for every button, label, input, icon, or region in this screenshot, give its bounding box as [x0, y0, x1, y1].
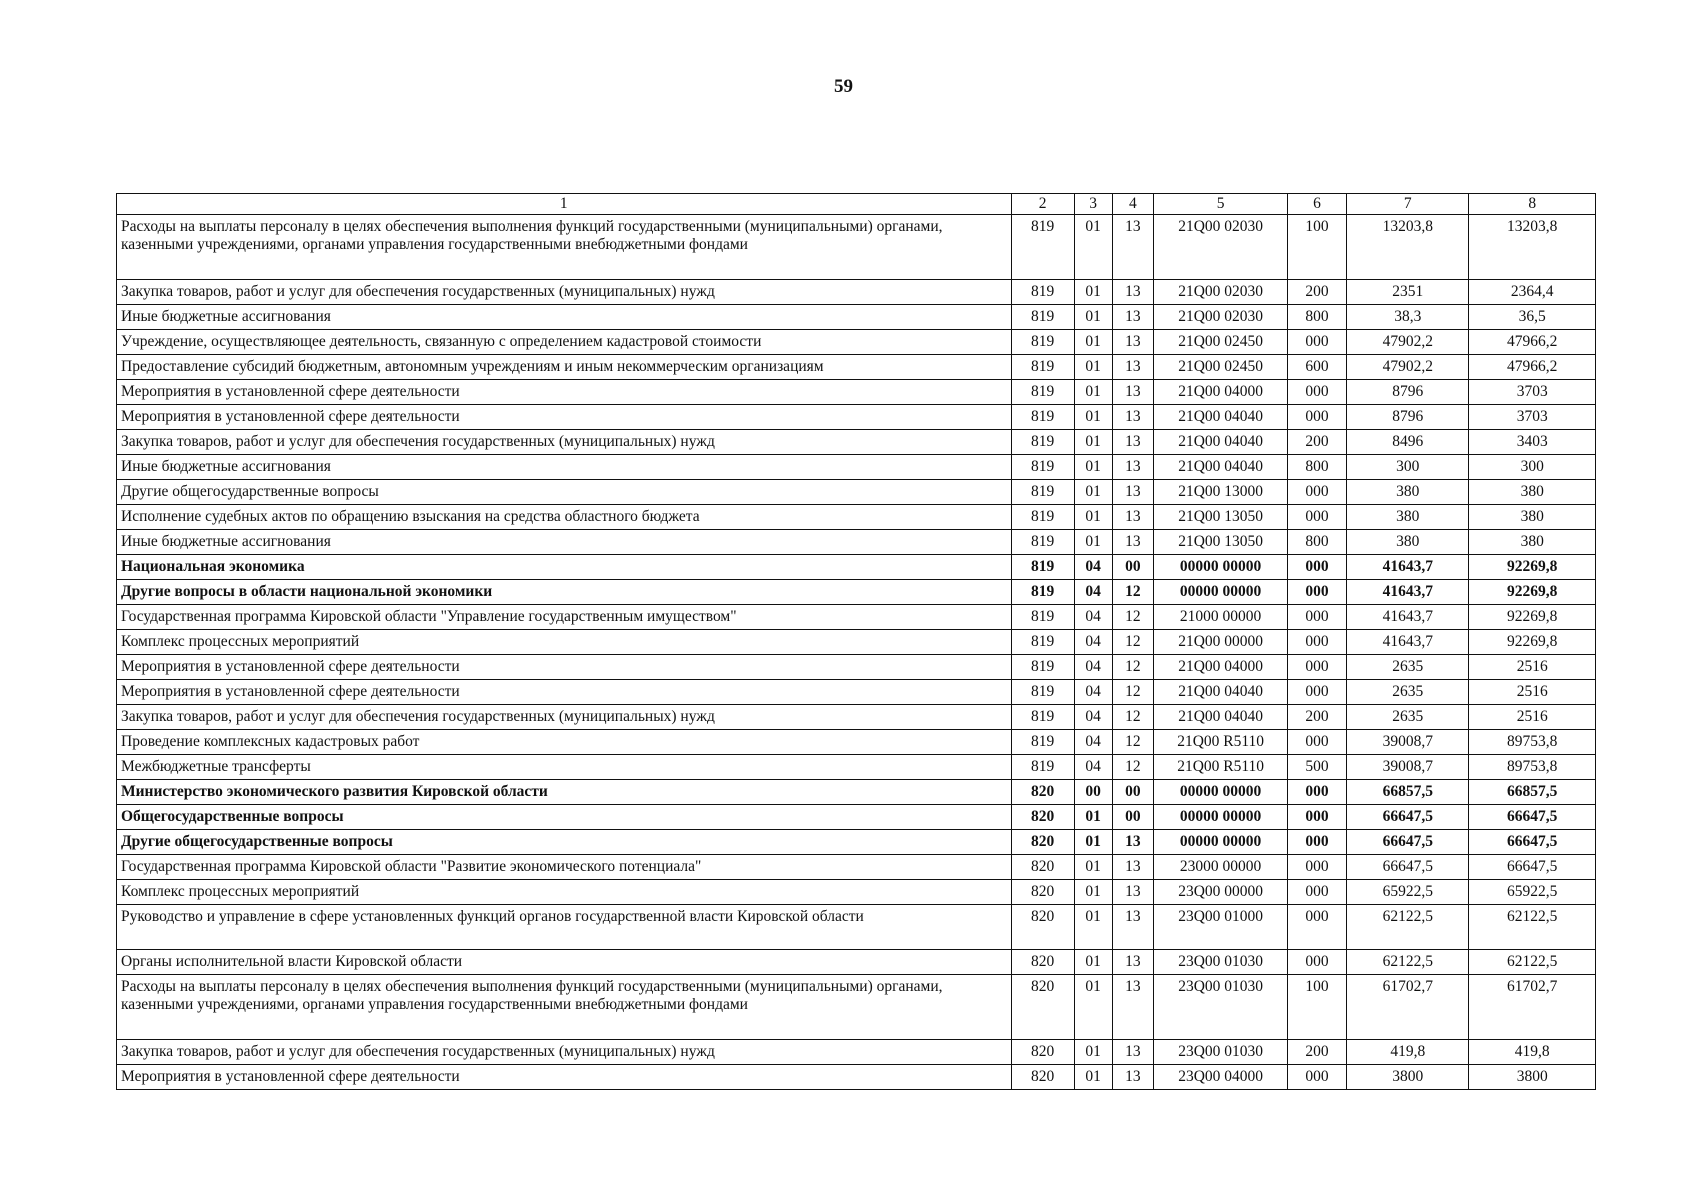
row-col7-cell: 41643,7 — [1347, 630, 1469, 655]
row-col2-cell: 819 — [1011, 605, 1074, 630]
row-col3-cell: 01 — [1074, 950, 1112, 975]
row-col6-cell: 000 — [1287, 580, 1346, 605]
row-col2-cell: 820 — [1011, 830, 1074, 855]
row-col7-cell: 2635 — [1347, 655, 1469, 680]
row-col6-cell: 000 — [1287, 480, 1346, 505]
row-col7-cell: 419,8 — [1347, 1040, 1469, 1065]
row-col8-cell: 61702,7 — [1469, 975, 1596, 1040]
table-row — [117, 780, 1596, 805]
column-header: 6 — [1287, 194, 1346, 215]
row-col4-cell: 13 — [1112, 305, 1154, 330]
row-col4-cell: 13 — [1112, 455, 1154, 480]
row-col2-cell: 819 — [1011, 705, 1074, 730]
row-name-cell: Мероприятия в установленной сфере деятельности — [117, 405, 1012, 430]
row-col2-cell: 819 — [1011, 405, 1074, 430]
table-row — [117, 530, 1596, 555]
row-col6-cell: 600 — [1287, 355, 1346, 380]
row-col7-cell: 66647,5 — [1347, 805, 1469, 830]
row-col7-cell: 8796 — [1347, 405, 1469, 430]
row-name-cell: Исполнение судебных актов по обращению взыскания на средства областного бюджета — [117, 505, 1012, 530]
row-col7-cell: 39008,7 — [1347, 730, 1469, 755]
row-col8-cell: 2364,4 — [1469, 280, 1596, 305]
row-name-cell: Мероприятия в установленной сфере деятельности — [117, 380, 1012, 405]
row-col6-cell: 000 — [1287, 805, 1346, 830]
row-col2-cell: 820 — [1011, 780, 1074, 805]
row-col8-cell: 2516 — [1469, 680, 1596, 705]
row-col5-cell: 23Q00 01030 — [1154, 1040, 1288, 1065]
row-col2-cell: 819 — [1011, 755, 1074, 780]
row-col2-cell: 819 — [1011, 630, 1074, 655]
row-col5-cell: 21Q00 04000 — [1154, 655, 1288, 680]
row-col3-cell: 01 — [1074, 330, 1112, 355]
row-col2-cell: 819 — [1011, 530, 1074, 555]
row-col4-cell: 12 — [1112, 705, 1154, 730]
row-name-cell: Общегосударственные вопросы — [117, 805, 1012, 830]
row-col3-cell: 01 — [1074, 355, 1112, 380]
row-name-cell: Иные бюджетные ассигнования — [117, 530, 1012, 555]
row-col6-cell: 000 — [1287, 1065, 1346, 1090]
row-col2-cell: 819 — [1011, 505, 1074, 530]
row-col3-cell: 04 — [1074, 580, 1112, 605]
row-col5-cell: 21Q00 04000 — [1154, 380, 1288, 405]
row-col6-cell: 800 — [1287, 455, 1346, 480]
row-col3-cell: 01 — [1074, 1040, 1112, 1065]
row-col3-cell: 01 — [1074, 380, 1112, 405]
column-header: 4 — [1112, 194, 1154, 215]
row-col8-cell: 92269,8 — [1469, 555, 1596, 580]
row-name-cell: Закупка товаров, работ и услуг для обеспечения государственных (муниципальных) нужд — [117, 430, 1012, 455]
row-col8-cell: 47966,2 — [1469, 355, 1596, 380]
row-col5-cell: 21Q00 13000 — [1154, 480, 1288, 505]
row-col8-cell: 89753,8 — [1469, 755, 1596, 780]
table-row — [117, 305, 1596, 330]
table-row — [117, 280, 1596, 305]
table-row — [117, 505, 1596, 530]
row-col3-cell: 01 — [1074, 215, 1112, 280]
row-col5-cell: 00000 00000 — [1154, 780, 1288, 805]
row-col5-cell: 21Q00 R5110 — [1154, 730, 1288, 755]
row-col6-cell: 000 — [1287, 380, 1346, 405]
row-name-cell: Закупка товаров, работ и услуг для обеспечения государственных (муниципальных) нужд — [117, 705, 1012, 730]
row-name-cell: Государственная программа Кировской области "Управление государственным имуществом" — [117, 605, 1012, 630]
table-row — [117, 975, 1596, 1040]
row-name-cell: Проведение комплексных кадастровых работ — [117, 730, 1012, 755]
row-name-cell: Закупка товаров, работ и услуг для обеспечения государственных (муниципальных) нужд — [117, 280, 1012, 305]
table-row — [117, 655, 1596, 680]
row-col2-cell: 819 — [1011, 305, 1074, 330]
row-col8-cell: 66647,5 — [1469, 830, 1596, 855]
row-col7-cell: 380 — [1347, 530, 1469, 555]
row-col6-cell: 000 — [1287, 555, 1346, 580]
row-col3-cell: 01 — [1074, 455, 1112, 480]
row-col8-cell: 3703 — [1469, 405, 1596, 430]
row-col7-cell: 47902,2 — [1347, 330, 1469, 355]
row-col5-cell: 21Q00 04040 — [1154, 405, 1288, 430]
row-col6-cell: 200 — [1287, 1040, 1346, 1065]
row-col4-cell: 13 — [1112, 880, 1154, 905]
row-col4-cell: 00 — [1112, 805, 1154, 830]
row-col6-cell: 200 — [1287, 280, 1346, 305]
row-col5-cell: 21Q00 02030 — [1154, 215, 1288, 280]
table-row — [117, 355, 1596, 380]
table-row — [117, 555, 1596, 580]
table-body — [117, 215, 1596, 1090]
row-col7-cell: 8496 — [1347, 430, 1469, 455]
table-row — [117, 905, 1596, 950]
table-row — [117, 730, 1596, 755]
row-col6-cell: 000 — [1287, 780, 1346, 805]
row-col4-cell: 12 — [1112, 755, 1154, 780]
row-col6-cell: 800 — [1287, 305, 1346, 330]
row-col4-cell: 12 — [1112, 680, 1154, 705]
row-col2-cell: 820 — [1011, 975, 1074, 1040]
row-col6-cell: 000 — [1287, 630, 1346, 655]
row-col7-cell: 300 — [1347, 455, 1469, 480]
row-col6-cell: 000 — [1287, 830, 1346, 855]
row-col5-cell: 21Q00 00000 — [1154, 630, 1288, 655]
row-col6-cell: 800 — [1287, 530, 1346, 555]
row-col7-cell: 13203,8 — [1347, 215, 1469, 280]
row-col6-cell: 000 — [1287, 905, 1346, 950]
row-col3-cell: 01 — [1074, 880, 1112, 905]
row-name-cell: Расходы на выплаты персоналу в целях обеспечения выполнения функций государственными (муниципальными) органами, казенными учреждениями, органами управления государственными внебюджетными фондами — [117, 975, 1012, 1040]
row-col3-cell: 04 — [1074, 655, 1112, 680]
column-header: 8 — [1469, 194, 1596, 215]
page-number: 59 — [834, 76, 853, 97]
row-col5-cell: 21Q00 04040 — [1154, 430, 1288, 455]
row-col3-cell: 01 — [1074, 305, 1112, 330]
row-col2-cell: 819 — [1011, 430, 1074, 455]
row-col7-cell: 3800 — [1347, 1065, 1469, 1090]
row-col4-cell: 12 — [1112, 605, 1154, 630]
row-col2-cell: 819 — [1011, 330, 1074, 355]
row-col2-cell: 819 — [1011, 280, 1074, 305]
row-col4-cell: 13 — [1112, 950, 1154, 975]
row-col4-cell: 12 — [1112, 730, 1154, 755]
row-name-cell: Мероприятия в установленной сфере деятельности — [117, 680, 1012, 705]
row-col4-cell: 13 — [1112, 830, 1154, 855]
row-col3-cell: 01 — [1074, 505, 1112, 530]
row-col5-cell: 21Q00 04040 — [1154, 455, 1288, 480]
row-name-cell: Закупка товаров, работ и услуг для обеспечения государственных (муниципальных) нужд — [117, 1040, 1012, 1065]
column-header: 7 — [1347, 194, 1469, 215]
row-col8-cell: 66647,5 — [1469, 855, 1596, 880]
row-col8-cell: 419,8 — [1469, 1040, 1596, 1065]
row-col3-cell: 04 — [1074, 605, 1112, 630]
row-col2-cell: 820 — [1011, 950, 1074, 975]
row-col8-cell: 36,5 — [1469, 305, 1596, 330]
row-col4-cell: 13 — [1112, 405, 1154, 430]
row-col4-cell: 13 — [1112, 215, 1154, 280]
table-row — [117, 380, 1596, 405]
row-col4-cell: 13 — [1112, 1040, 1154, 1065]
table-row — [117, 215, 1596, 280]
row-col6-cell: 000 — [1287, 330, 1346, 355]
row-col5-cell: 21Q00 02030 — [1154, 280, 1288, 305]
row-col7-cell: 47902,2 — [1347, 355, 1469, 380]
row-col7-cell: 2635 — [1347, 680, 1469, 705]
row-name-cell: Иные бюджетные ассигнования — [117, 305, 1012, 330]
row-col6-cell: 000 — [1287, 950, 1346, 975]
row-col2-cell: 820 — [1011, 905, 1074, 950]
row-name-cell: Министерство экономического развития Кировской области — [117, 780, 1012, 805]
row-col4-cell: 13 — [1112, 975, 1154, 1040]
table-row — [117, 480, 1596, 505]
row-col5-cell: 21Q00 13050 — [1154, 530, 1288, 555]
row-col2-cell: 820 — [1011, 1065, 1074, 1090]
row-col2-cell: 820 — [1011, 1040, 1074, 1065]
table-row — [117, 580, 1596, 605]
row-col7-cell: 38,3 — [1347, 305, 1469, 330]
row-col7-cell: 2635 — [1347, 705, 1469, 730]
row-col2-cell: 819 — [1011, 580, 1074, 605]
row-col4-cell: 12 — [1112, 630, 1154, 655]
row-col3-cell: 04 — [1074, 630, 1112, 655]
row-col7-cell: 2351 — [1347, 280, 1469, 305]
row-col4-cell: 12 — [1112, 655, 1154, 680]
row-col4-cell: 13 — [1112, 355, 1154, 380]
row-name-cell: Учреждение, осуществляющее деятельность, связанную с определением кадастровой стоимости — [117, 330, 1012, 355]
row-col5-cell: 00000 00000 — [1154, 830, 1288, 855]
row-col8-cell: 300 — [1469, 455, 1596, 480]
row-col5-cell: 21Q00 02450 — [1154, 330, 1288, 355]
row-col7-cell: 41643,7 — [1347, 555, 1469, 580]
table-header-row — [117, 194, 1596, 215]
row-col7-cell: 8796 — [1347, 380, 1469, 405]
row-col2-cell: 819 — [1011, 680, 1074, 705]
row-col7-cell: 62122,5 — [1347, 950, 1469, 975]
row-col5-cell: 00000 00000 — [1154, 805, 1288, 830]
row-col5-cell: 21Q00 02030 — [1154, 305, 1288, 330]
row-col7-cell: 66647,5 — [1347, 830, 1469, 855]
row-col8-cell: 62122,5 — [1469, 905, 1596, 950]
row-col6-cell: 000 — [1287, 880, 1346, 905]
row-col4-cell: 13 — [1112, 330, 1154, 355]
row-col7-cell: 41643,7 — [1347, 580, 1469, 605]
row-col3-cell: 00 — [1074, 780, 1112, 805]
row-col6-cell: 000 — [1287, 405, 1346, 430]
row-col4-cell: 13 — [1112, 380, 1154, 405]
row-name-cell: Мероприятия в установленной сфере деятельности — [117, 655, 1012, 680]
row-col5-cell: 23Q00 01000 — [1154, 905, 1288, 950]
table-row — [117, 680, 1596, 705]
table-row — [117, 605, 1596, 630]
table-row — [117, 455, 1596, 480]
row-col2-cell: 820 — [1011, 805, 1074, 830]
row-name-cell: Расходы на выплаты персоналу в целях обеспечения выполнения функций государственными (муниципальными) органами, казенными учреждениями, органами управления государственными внебюджетными фондами — [117, 215, 1012, 280]
row-name-cell: Комплекс процессных мероприятий — [117, 880, 1012, 905]
row-col3-cell: 01 — [1074, 430, 1112, 455]
row-col6-cell: 100 — [1287, 975, 1346, 1040]
row-col3-cell: 01 — [1074, 1065, 1112, 1090]
row-col8-cell: 66647,5 — [1469, 805, 1596, 830]
row-col3-cell: 04 — [1074, 755, 1112, 780]
row-col2-cell: 819 — [1011, 455, 1074, 480]
row-name-cell: Предоставление субсидий бюджетным, автономным учреждениям и иным некоммерческим организациям — [117, 355, 1012, 380]
row-name-cell: Национальная экономика — [117, 555, 1012, 580]
row-col5-cell: 21Q00 13050 — [1154, 505, 1288, 530]
table-row — [117, 630, 1596, 655]
column-header: 5 — [1154, 194, 1288, 215]
row-name-cell: Органы исполнительной власти Кировской области — [117, 950, 1012, 975]
row-col3-cell: 01 — [1074, 805, 1112, 830]
row-col8-cell: 62122,5 — [1469, 950, 1596, 975]
row-col6-cell: 000 — [1287, 505, 1346, 530]
table-row — [117, 330, 1596, 355]
row-col7-cell: 62122,5 — [1347, 905, 1469, 950]
row-col4-cell: 13 — [1112, 280, 1154, 305]
table-row — [117, 405, 1596, 430]
row-col5-cell: 23000 00000 — [1154, 855, 1288, 880]
row-col5-cell: 00000 00000 — [1154, 580, 1288, 605]
table-row — [117, 430, 1596, 455]
row-name-cell: Другие общегосударственные вопросы — [117, 480, 1012, 505]
row-col7-cell: 66857,5 — [1347, 780, 1469, 805]
row-col2-cell: 820 — [1011, 855, 1074, 880]
row-col2-cell: 819 — [1011, 380, 1074, 405]
row-col4-cell: 13 — [1112, 505, 1154, 530]
row-col7-cell: 61702,7 — [1347, 975, 1469, 1040]
row-col3-cell: 01 — [1074, 530, 1112, 555]
row-col6-cell: 500 — [1287, 755, 1346, 780]
row-col6-cell: 000 — [1287, 730, 1346, 755]
row-col5-cell: 23Q00 04000 — [1154, 1065, 1288, 1090]
row-col4-cell: 13 — [1112, 430, 1154, 455]
row-col6-cell: 200 — [1287, 705, 1346, 730]
row-col7-cell: 380 — [1347, 505, 1469, 530]
row-col7-cell: 41643,7 — [1347, 605, 1469, 630]
row-col3-cell: 01 — [1074, 905, 1112, 950]
row-col3-cell: 04 — [1074, 730, 1112, 755]
row-col2-cell: 819 — [1011, 655, 1074, 680]
row-col2-cell: 819 — [1011, 355, 1074, 380]
row-col5-cell: 21Q00 R5110 — [1154, 755, 1288, 780]
row-col8-cell: 3403 — [1469, 430, 1596, 455]
row-col8-cell: 92269,8 — [1469, 630, 1596, 655]
row-col8-cell: 3800 — [1469, 1065, 1596, 1090]
row-col5-cell: 23Q00 00000 — [1154, 880, 1288, 905]
table-row — [117, 705, 1596, 730]
row-col7-cell: 380 — [1347, 480, 1469, 505]
row-col2-cell: 819 — [1011, 555, 1074, 580]
row-col8-cell: 66857,5 — [1469, 780, 1596, 805]
row-col4-cell: 00 — [1112, 555, 1154, 580]
table-row — [117, 1065, 1596, 1090]
row-col3-cell: 04 — [1074, 705, 1112, 730]
row-col4-cell: 13 — [1112, 480, 1154, 505]
row-col5-cell: 23Q00 01030 — [1154, 975, 1288, 1040]
table-row — [117, 880, 1596, 905]
row-col8-cell: 2516 — [1469, 705, 1596, 730]
table-row — [117, 805, 1596, 830]
row-col6-cell: 000 — [1287, 655, 1346, 680]
row-col5-cell: 21Q00 02450 — [1154, 355, 1288, 380]
row-col7-cell: 39008,7 — [1347, 755, 1469, 780]
row-name-cell: Государственная программа Кировской области "Развитие экономического потенциала" — [117, 855, 1012, 880]
table-row — [117, 830, 1596, 855]
row-col6-cell: 100 — [1287, 215, 1346, 280]
row-col8-cell: 380 — [1469, 505, 1596, 530]
row-col3-cell: 04 — [1074, 680, 1112, 705]
row-col4-cell: 12 — [1112, 580, 1154, 605]
row-col8-cell: 92269,8 — [1469, 605, 1596, 630]
row-col6-cell: 000 — [1287, 855, 1346, 880]
row-col6-cell: 000 — [1287, 680, 1346, 705]
row-col8-cell: 3703 — [1469, 380, 1596, 405]
row-col4-cell: 13 — [1112, 1065, 1154, 1090]
row-col3-cell: 01 — [1074, 280, 1112, 305]
row-col8-cell: 65922,5 — [1469, 880, 1596, 905]
row-name-cell: Иные бюджетные ассигнования — [117, 455, 1012, 480]
row-col8-cell: 89753,8 — [1469, 730, 1596, 755]
row-col5-cell: 00000 00000 — [1154, 555, 1288, 580]
row-col5-cell: 23Q00 01030 — [1154, 950, 1288, 975]
row-name-cell: Другие вопросы в области национальной экономики — [117, 580, 1012, 605]
row-name-cell: Межбюджетные трансферты — [117, 755, 1012, 780]
row-col8-cell: 47966,2 — [1469, 330, 1596, 355]
budget-table — [116, 193, 1596, 1090]
row-name-cell: Руководство и управление в сфере установленных функций органов государственной власти Кировской области — [117, 905, 1012, 950]
row-name-cell: Другие общегосударственные вопросы — [117, 830, 1012, 855]
row-col4-cell: 00 — [1112, 780, 1154, 805]
row-col2-cell: 819 — [1011, 730, 1074, 755]
table-row — [117, 950, 1596, 975]
row-col3-cell: 01 — [1074, 855, 1112, 880]
column-header: 2 — [1011, 194, 1074, 215]
row-col4-cell: 13 — [1112, 855, 1154, 880]
row-col3-cell: 04 — [1074, 555, 1112, 580]
row-col3-cell: 01 — [1074, 830, 1112, 855]
row-col8-cell: 380 — [1469, 480, 1596, 505]
row-name-cell: Комплекс процессных мероприятий — [117, 630, 1012, 655]
row-col3-cell: 01 — [1074, 975, 1112, 1040]
table-row — [117, 855, 1596, 880]
row-col2-cell: 819 — [1011, 215, 1074, 280]
column-header: 3 — [1074, 194, 1112, 215]
row-col5-cell: 21000 00000 — [1154, 605, 1288, 630]
row-col8-cell: 2516 — [1469, 655, 1596, 680]
row-col6-cell: 200 — [1287, 430, 1346, 455]
row-col8-cell: 13203,8 — [1469, 215, 1596, 280]
row-name-cell: Мероприятия в установленной сфере деятельности — [117, 1065, 1012, 1090]
row-col5-cell: 21Q00 04040 — [1154, 680, 1288, 705]
row-col7-cell: 65922,5 — [1347, 880, 1469, 905]
row-col6-cell: 000 — [1287, 605, 1346, 630]
row-col3-cell: 01 — [1074, 405, 1112, 430]
table-row — [117, 1040, 1596, 1065]
row-col5-cell: 21Q00 04040 — [1154, 705, 1288, 730]
column-header: 1 — [117, 194, 1012, 215]
row-col7-cell: 66647,5 — [1347, 855, 1469, 880]
table-row — [117, 755, 1596, 780]
row-col2-cell: 820 — [1011, 880, 1074, 905]
row-col8-cell: 92269,8 — [1469, 580, 1596, 605]
row-col2-cell: 819 — [1011, 480, 1074, 505]
row-col4-cell: 13 — [1112, 905, 1154, 950]
row-col8-cell: 380 — [1469, 530, 1596, 555]
row-col4-cell: 13 — [1112, 530, 1154, 555]
row-col3-cell: 01 — [1074, 480, 1112, 505]
